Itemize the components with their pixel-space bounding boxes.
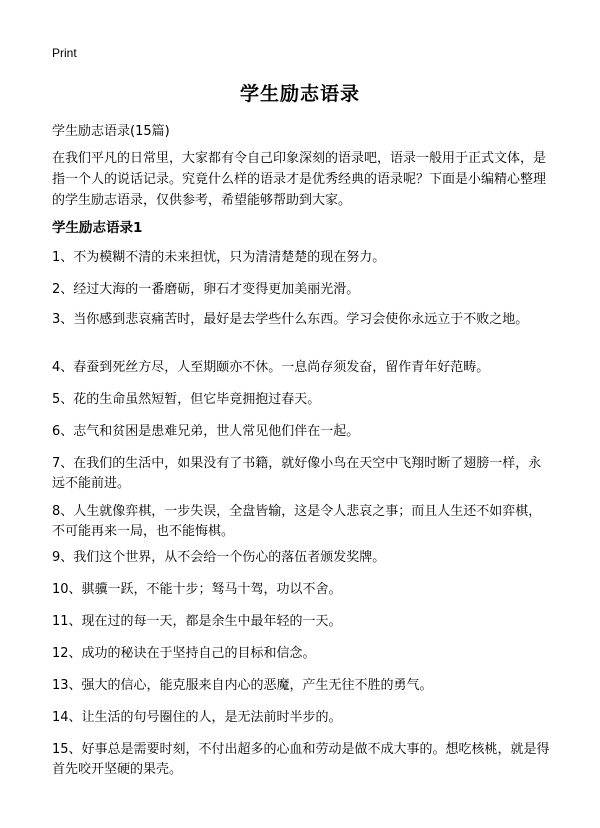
quote-text: 志气和贫困是患难兄弟，世人常见他们伴在一起。 [73, 424, 360, 439]
quote-number: 5、 [52, 392, 74, 407]
quote-number: 7、 [52, 456, 74, 471]
quote-number: 6、 [52, 424, 74, 439]
quote-text: 让生活的句号圈住的人，是无法前时半步的。 [81, 710, 342, 725]
quote-item [52, 390, 552, 410]
quote-item [52, 310, 552, 330]
quote-number: 4、 [52, 360, 74, 375]
quote-item [52, 358, 552, 378]
quote-item [52, 422, 552, 442]
quote-text: 不为模糊不清的未来担忧，只为清清楚楚的现在努力。 [73, 250, 386, 265]
quote-number: 8、 [52, 504, 74, 519]
quote-number: 3、 [52, 312, 74, 327]
quote-item [52, 676, 552, 696]
quote-text: 我们这个世界，从不会给一个伤心的落伍者颁发奖牌。 [73, 550, 386, 565]
quote-number: 14、 [52, 710, 82, 725]
quote-item [52, 454, 552, 494]
quote-number: 13、 [52, 678, 82, 693]
quote-text: 现在过的每一天，都是余生中最年轻的一天。 [81, 614, 342, 629]
quote-text: 春蚕到死丝方尽，人至期颐亦不休。一息尚存须发奋，留作青年好范畴。 [73, 360, 490, 375]
quote-item [52, 502, 552, 542]
quote-number: 1、 [52, 250, 74, 265]
intro-paragraph: 在我们平凡的日常里，大家都有令自己印象深刻的语录吧，语录一般用于正式文体，是指一个人的说话记录。究竟什么样的语录才是优秀经典的语录呢？下面是小编精心整理的学生励志语录，仅供参考，希望能够帮助到大家。 [52, 151, 547, 208]
quote-number: 15、 [52, 742, 82, 757]
quote-item [52, 644, 552, 664]
quote-item [52, 580, 552, 600]
section-heading: 学生励志语录1 [52, 220, 143, 236]
quote-item [52, 740, 552, 780]
quote-item [52, 248, 552, 268]
quote-item [52, 280, 552, 300]
quote-item [52, 612, 552, 632]
quote-number: 9、 [52, 550, 74, 565]
quote-text: 人生就像弈棋，一步失误，全盘皆输，这是令人悲哀之事；而且人生还不如弈棋，不可能再来一局，也不能悔棋。 [52, 504, 542, 539]
quote-number: 2、 [52, 282, 74, 297]
quote-number: 10、 [52, 582, 82, 597]
quote-item [52, 708, 552, 728]
quote-text: 骐骥一跃，不能十步；驽马十驾，功以不舍。 [81, 582, 342, 597]
quote-text: 当你感到悲哀痛苦时，最好是去学些什么东西。学习会使你永远立于不败之地。 [73, 312, 529, 327]
quote-number: 11、 [52, 614, 82, 629]
page-title: 学生励志语录 [239, 83, 360, 105]
quote-text: 花的生命虽然短暂，但它毕竟拥抱过春天。 [73, 392, 321, 407]
quote-item [52, 548, 552, 568]
print-link[interactable]: Print [52, 46, 77, 60]
quote-text: 成功的秘诀在于坚持自己的目标和信念。 [81, 646, 316, 661]
quote-number: 12、 [52, 646, 82, 661]
quote-text: 好事总是需要时刻，不付出超多的心血和劳动是做不成大事的。想吃核桃，就是得首先咬开坚硬的果壳。 [52, 742, 550, 777]
quote-text: 强大的信心，能克服来自内心的恶魔，产生无往不胜的勇气。 [81, 678, 433, 693]
quote-text: 经过大海的一番磨砺，卵石才变得更加美丽光滑。 [73, 282, 360, 297]
document-subtitle: 学生励志语录(15篇) [52, 124, 170, 139]
quote-text: 在我们的生活中，如果没有了书籍，就好像小鸟在天空中飞翔时断了翅膀一样，永远不能前进。 [52, 456, 542, 491]
